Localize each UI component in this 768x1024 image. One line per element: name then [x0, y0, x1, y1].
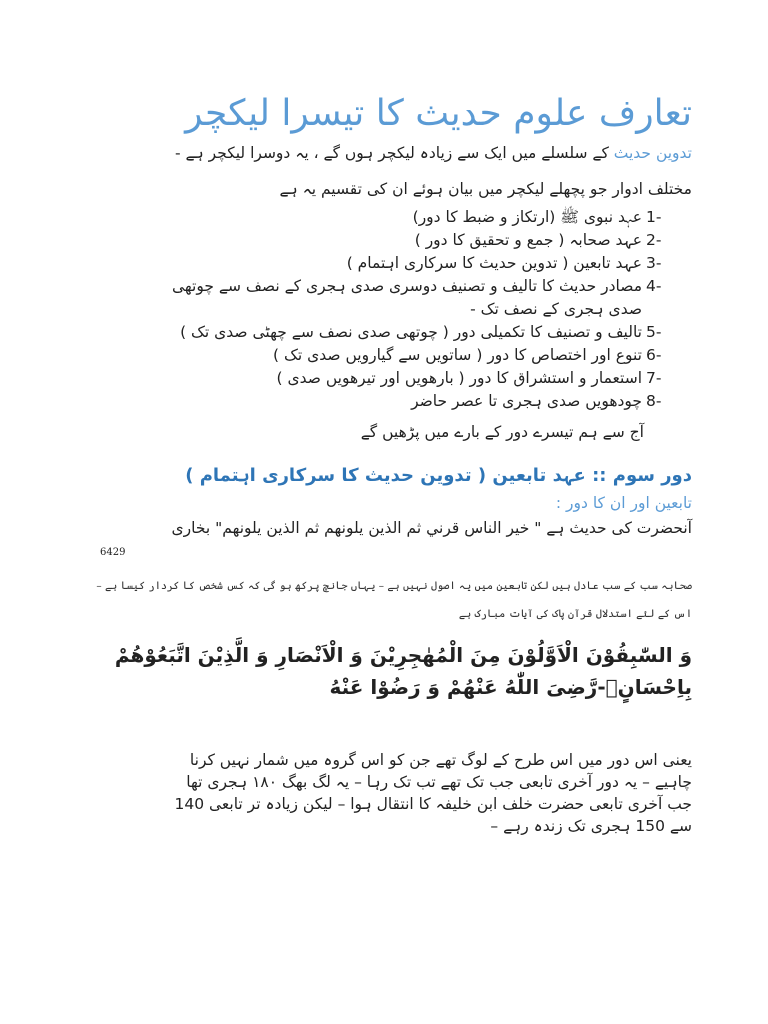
- list-text: چودھویں صدی ہجری تا عصر حاضر: [411, 392, 642, 410]
- list-item: [92, 390, 692, 413]
- paragraph-line: سے 150 ہجری تک زندہ رہے –: [490, 816, 692, 835]
- intro-highlight: تدوین حدیث: [613, 144, 692, 162]
- periods-intro: مختلف ادوار جو پچھلے لیکچر میں بیان ہوئے ان کی تقسیم یہ ہے: [279, 180, 692, 198]
- periods-list: [92, 206, 692, 413]
- list-number: 6-: [646, 346, 662, 364]
- list-text: عہد نبوی ﷺ (ارتکاز و ضبط کا دور): [412, 208, 642, 226]
- list-item: [92, 344, 692, 367]
- list-item: [92, 275, 692, 298]
- list-text: استعمار و استشراق کا دور ( بارھویں اور تیرھویں صدی ): [276, 369, 642, 387]
- subheading: تابعین اور ان کا دور :: [555, 493, 692, 512]
- quran-ayah: وَ السّٰبِقُوْنَ الْاَوَّلُوْنَ مِنَ الْمُهٰجِرِیْنَ وَ الْاَنْصَارِ وَ الَّذِیْنَ اتَّبَعُوْهُمْ بِاِحْسَانٍۙ-رَّضِیَ اللّٰهُ عَنْهُمْ وَ رَضُوْا عَنْهُ: [114, 642, 692, 699]
- paragraph-line: یعنی اس دور میں اس طرح کے لوگ تھے جن کو اس گروہ میں شمار نہیں کرنا: [189, 750, 692, 769]
- list-number: 2-: [646, 231, 662, 249]
- list-text: عہد صحابہ ( جمع و تحقیق کا دور ): [414, 231, 642, 249]
- quran-intro: اس کے لئے استدلال قرآن پاک کی آیات مبارک ہے: [458, 607, 692, 620]
- list-number: 5-: [646, 323, 662, 341]
- list-number: 7-: [646, 369, 662, 387]
- list-text: تالیف و تصنیف کا تکمیلی دور ( چوتھی صدی نصف سے چھٹی صدی تک ): [180, 323, 642, 341]
- intro-text: کے سلسلے میں ایک سے زیادہ لیکچر ہوں گے ، یہ دوسرا لیکچر ہے -: [175, 144, 614, 162]
- list-number: 1-: [646, 208, 662, 226]
- document-page: [92, 88, 692, 837]
- document-title: تعارف علوم حدیث کا تیسرا لیکچر: [185, 93, 692, 134]
- today-note: آج سے ہم تیسرے دور کے بارے میں پڑھیں گے: [360, 423, 644, 441]
- list-number: 4-: [646, 277, 662, 295]
- hadith-reference: 6429: [100, 546, 126, 558]
- list-item: [92, 252, 692, 275]
- list-item: [92, 229, 692, 252]
- list-text: عہد تابعین ( تدوین حدیث کا سرکاری اہتمام ): [346, 254, 642, 272]
- intro-line: [92, 140, 692, 166]
- sahaba-line: صحابہ سب کے سب عادل ہیں لکن تابعین میں یہ اصول نہیں ہے – یہاں جانچ پرکھ ہو گی کہ کس شخص کا کردار کیسا ہے –: [96, 579, 692, 592]
- explanation-paragraph: [92, 749, 692, 837]
- list-text: تنوع اور اختصاص کا دور ( ساتویں سے گیارویں صدی تک ): [273, 346, 642, 364]
- list-number: 8-: [646, 392, 662, 410]
- list-item: [92, 206, 692, 229]
- list-item: [92, 367, 692, 390]
- list-item: [92, 298, 692, 321]
- list-number: 3-: [646, 254, 662, 272]
- paragraph-line: جب آخری تابعی حضرت خلف ابن خلیفہ کا انتقال ہوا – لیکن زیادہ تر تابعی 140: [174, 794, 692, 813]
- section-heading: دور سوم :: عہد تابعین ( تدوین حدیث کا سرکاری اہتمام ): [185, 464, 692, 486]
- list-number: [646, 298, 692, 321]
- list-text: مصادر حدیث کا تالیف و تصنیف دوسری صدی ہجری کے نصف سے چوتھی: [171, 277, 642, 295]
- paragraph-line: چاہیے – یہ دور آخری تابعی جب تک تھے تب تک رہا – یہ لگ بھگ ۱۸۰ ہجری تھا: [186, 772, 692, 791]
- list-item: [92, 321, 692, 344]
- hadith-line: آنحضرت کی حدیث ہے " خير الناس قرني ثم الذين يلونهم ثم الذين يلونهم" بخاری: [171, 518, 692, 537]
- list-text: صدی ہجری کے نصف تک -: [470, 300, 642, 318]
